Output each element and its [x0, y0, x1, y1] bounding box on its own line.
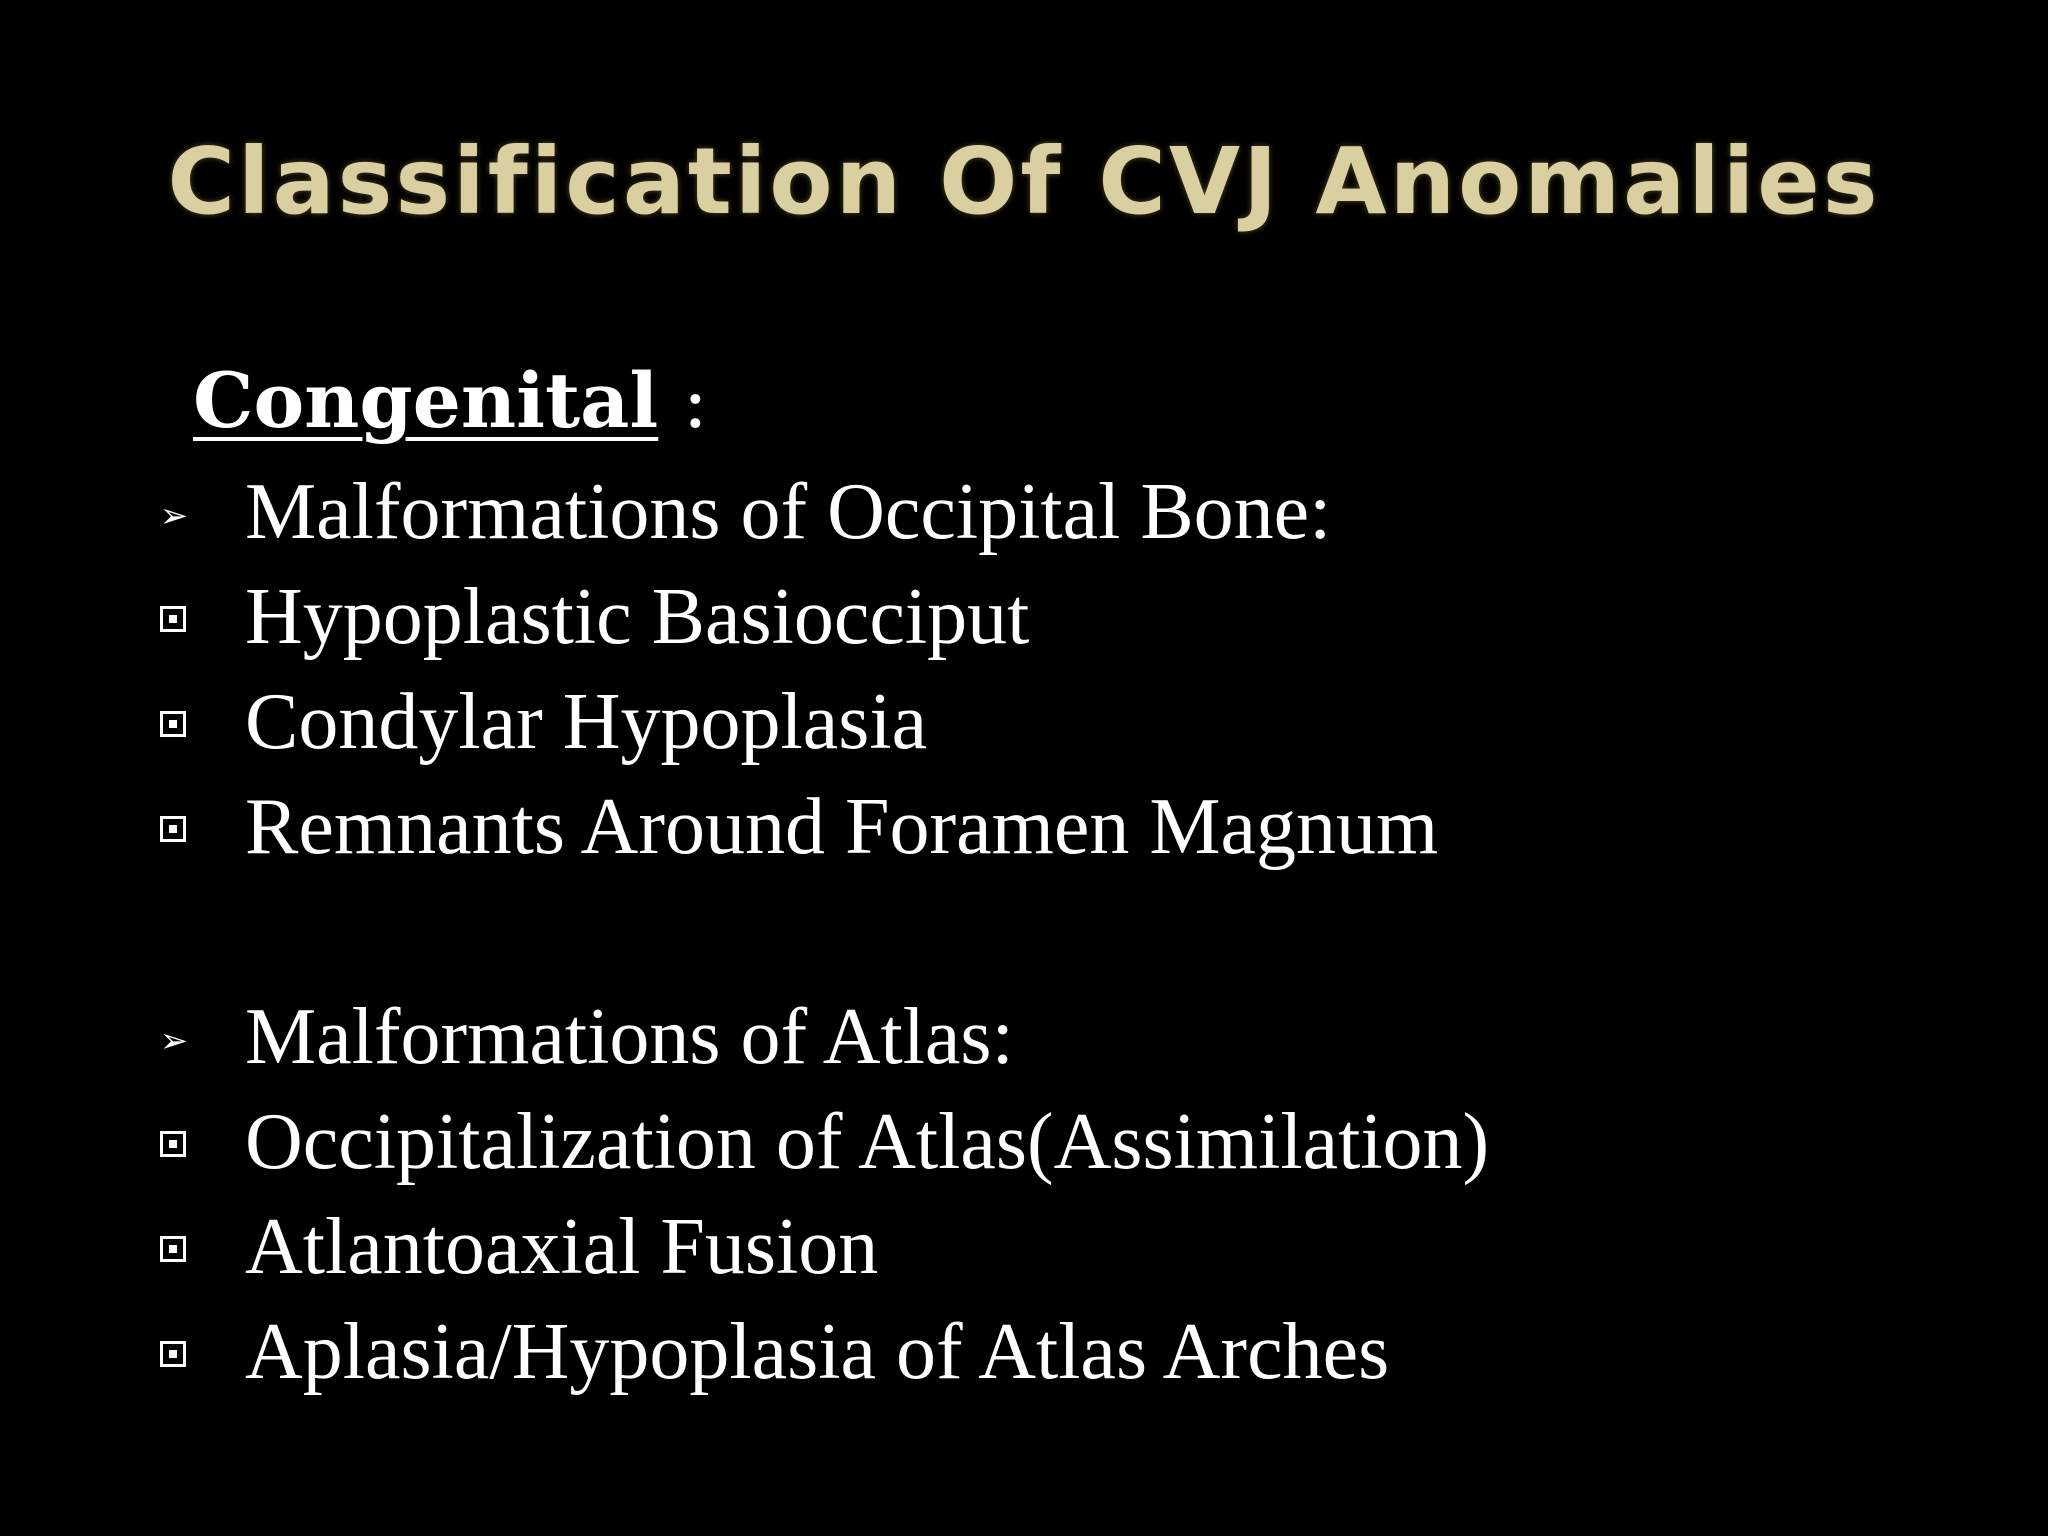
- list-item-text: Atlantoaxial Fusion: [245, 1203, 879, 1291]
- section-heading: [193, 356, 708, 445]
- boxed-square-bullet-icon: [160, 1341, 186, 1367]
- group-heading-row: [0, 462, 2048, 562]
- boxed-square-bullet-icon: [160, 1131, 186, 1157]
- group-heading-row: [0, 987, 2048, 1087]
- list-item-text: Aplasia/Hypoplasia of Atlas Arches: [245, 1308, 1390, 1396]
- arrowhead-bullet-icon: ➢: [159, 1021, 189, 1061]
- list-item-text: Occipitalization of Atlas(Assimilation): [245, 1098, 1490, 1186]
- list-item: [0, 1197, 2048, 1297]
- boxed-square-bullet-icon: [160, 816, 186, 842]
- section-heading-label: Congenital: [193, 356, 659, 445]
- list-item: [0, 1092, 2048, 1192]
- list-item: [0, 1302, 2048, 1402]
- group-heading: Malformations of Atlas:: [245, 993, 1014, 1081]
- group-heading: Malformations of Occipital Bone:: [245, 468, 1332, 556]
- list-item-text: Hypoplastic Basiocciput: [245, 573, 1030, 661]
- section-heading-separator: :: [658, 356, 709, 445]
- list-item: [0, 672, 2048, 772]
- list-item-text: Remnants Around Foramen Magnum: [245, 783, 1439, 871]
- list-item: [0, 777, 2048, 877]
- list-item-text: Condylar Hypoplasia: [245, 678, 928, 766]
- boxed-square-bullet-icon: [160, 711, 186, 737]
- arrowhead-bullet-icon: ➢: [159, 496, 189, 536]
- boxed-square-bullet-icon: [160, 1236, 186, 1262]
- boxed-square-bullet-icon: [160, 606, 186, 632]
- list-item: [0, 567, 2048, 667]
- slide-title: Classification Of CVJ Anomalies: [167, 128, 1881, 235]
